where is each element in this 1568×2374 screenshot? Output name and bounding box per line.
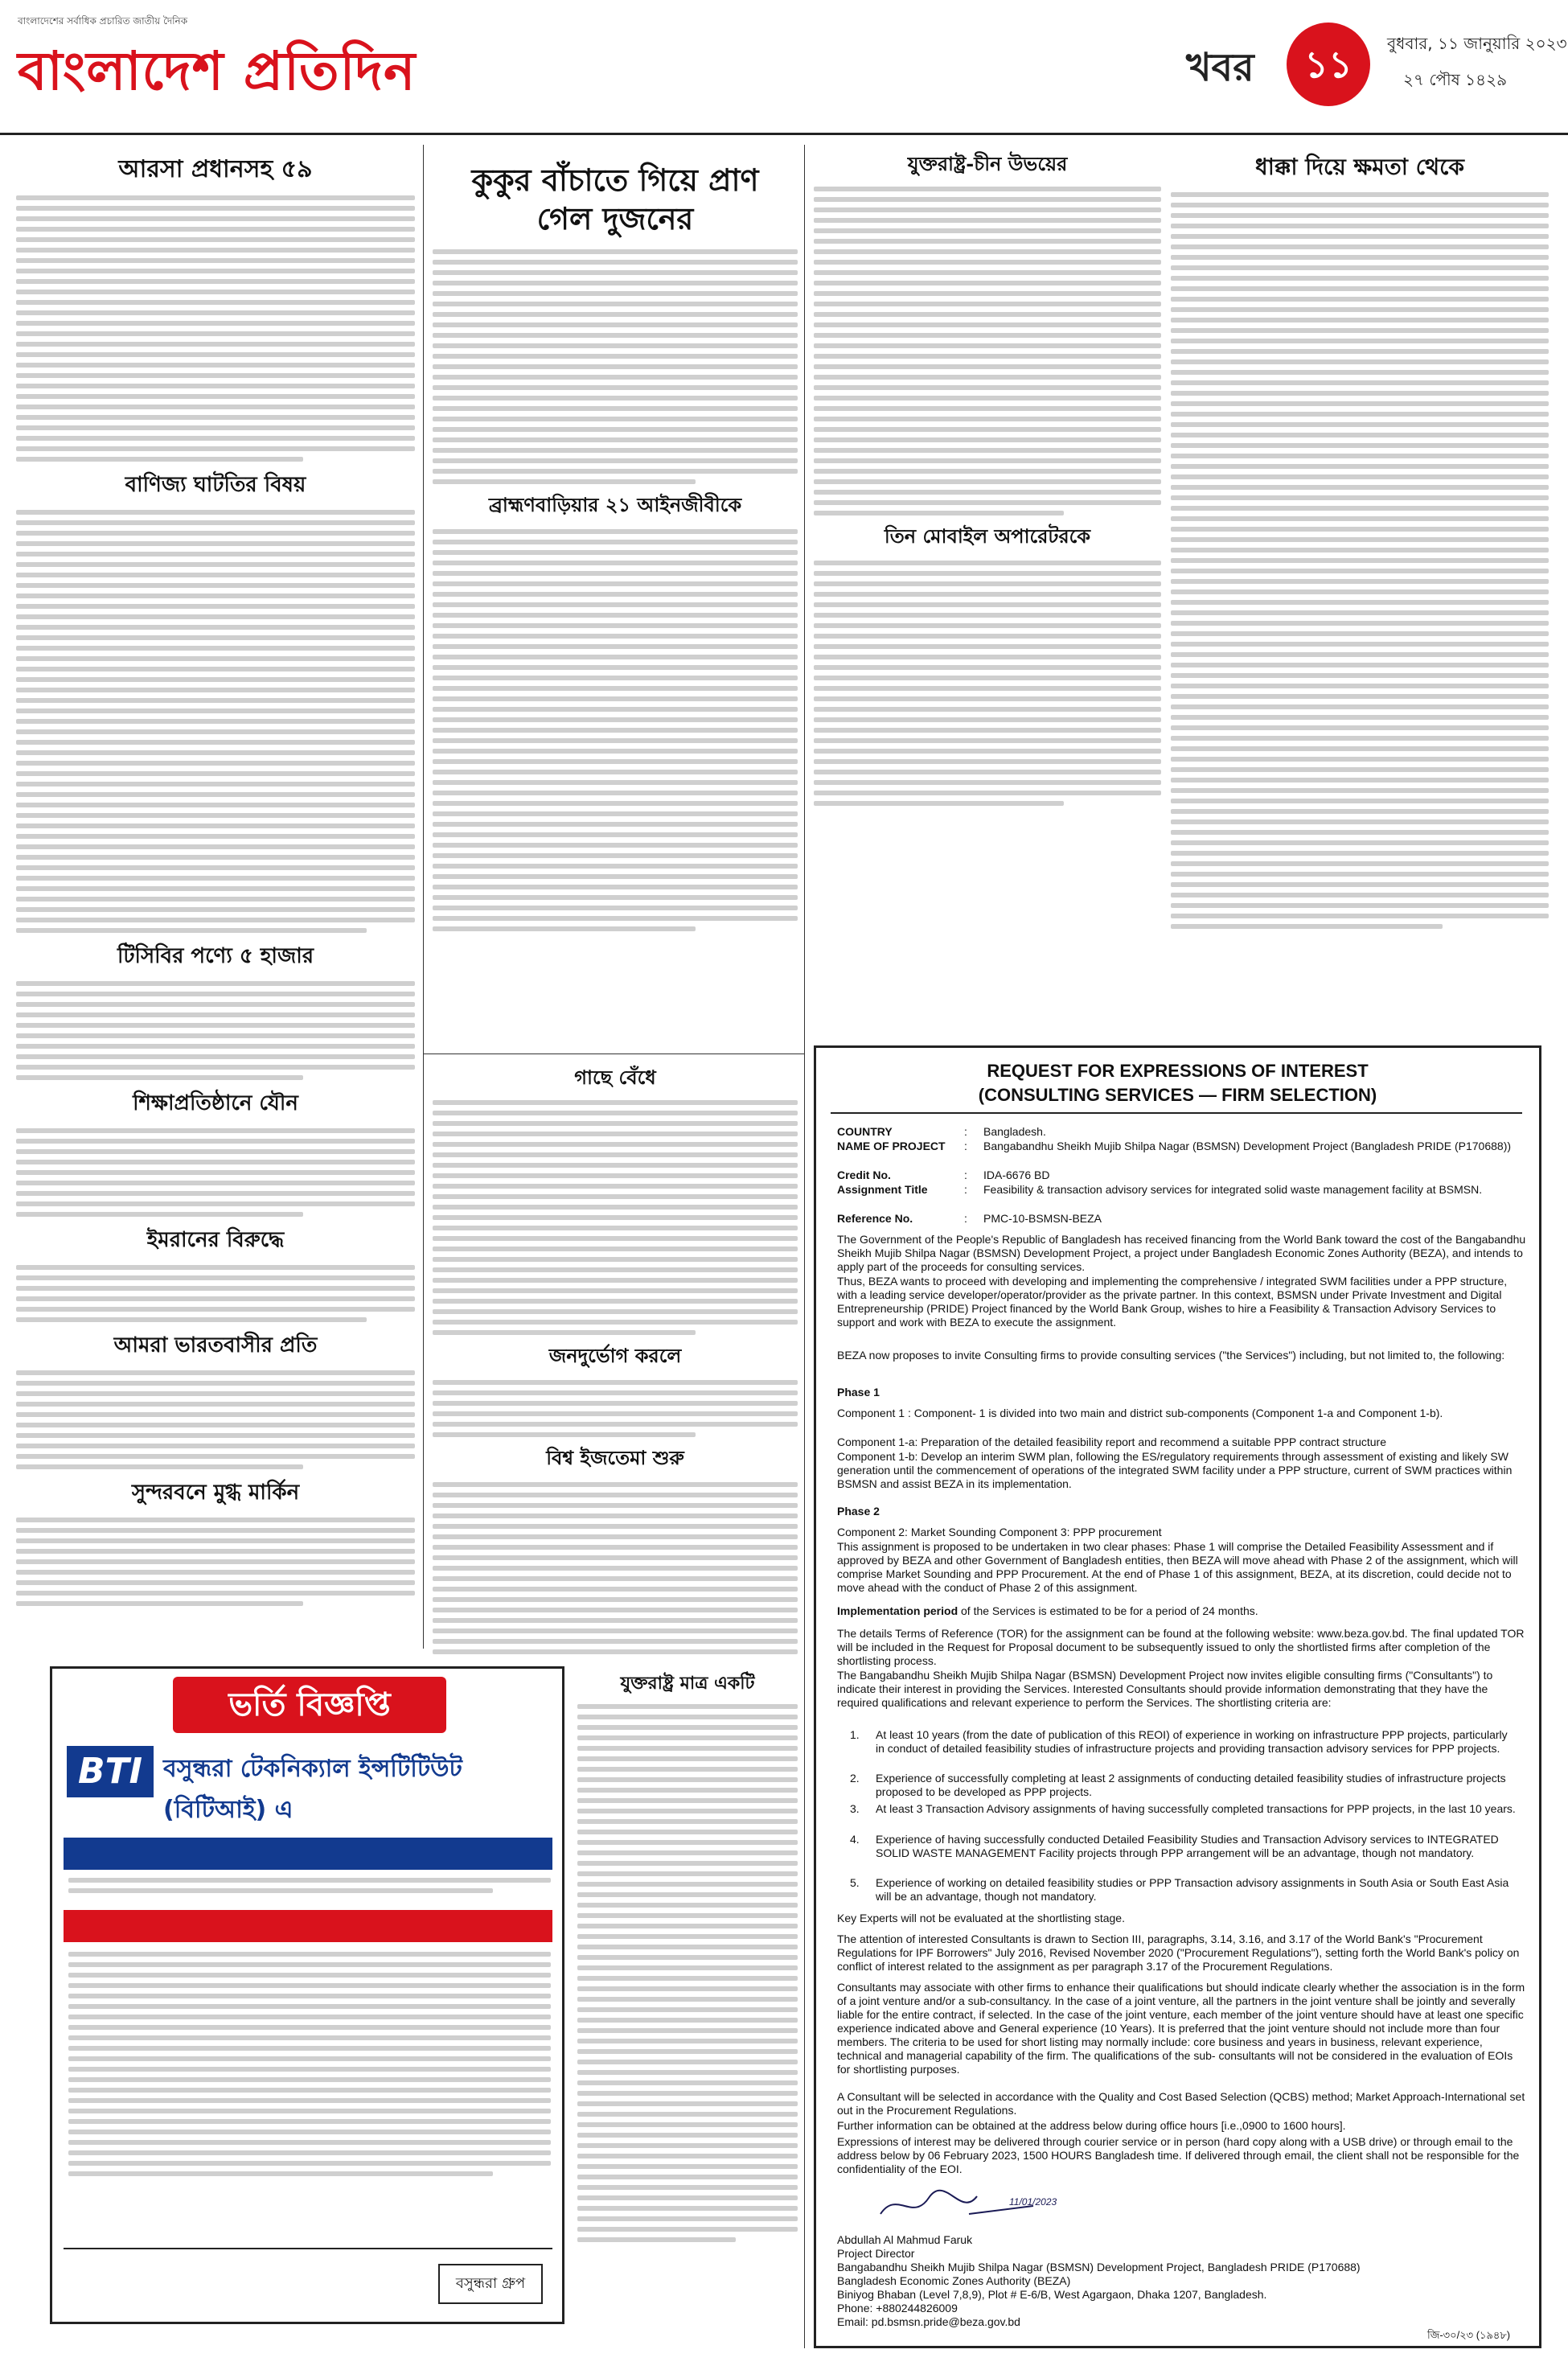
tender-paragraph: This assignment is proposed to be undertaken in two clear phases: Phase 1 will comprise the Detailed Feasibility Assessment and if approved by BEZA and other Government of Bangladesh entities, then BEZA will move ahead with Phase 2 of the assignment, which will comprise Market Sounding and PPP Procurement. At the end of Phase 1 of this assignment, BEZA, at its discretion, could decide not to move ahead with the conduct of Phase 2 of this assignment. (837, 1540, 1518, 1594)
right-column-b (1171, 146, 1549, 1039)
tender-paragraph: A Consultant will be selected in accordance with the Quality and Cost Based Selection (QCBS) method; Market Approach-International set out in the Procurement Regulations. (837, 2090, 1525, 2117)
headline-us-china[interactable]: যুক্তরাষ্ট্র-চীন উভয়ের (907, 152, 1068, 175)
middle-column-lower (433, 1060, 798, 1655)
headline-ijtema[interactable]: বিশ্ব ইজতেমা শুরু (546, 1446, 684, 1469)
field-label: NAME OF PROJECT (837, 1140, 946, 1152)
headline-mobile-operators[interactable]: তিন মোবাইল অপারেটরকে (884, 524, 1091, 548)
section-title: খবর (1186, 45, 1254, 90)
field-value: PMC-10-BSMSN-BEZA (983, 1212, 1102, 1225)
article-body (16, 1370, 415, 1469)
tender-paragraph: Thus, BEZA wants to proceed with developing and implementing the comprehensive / integrated SWM facilities under a PPP structure, with a leading service developer/operator/provider as the private partner. In this context, BSMSN under Private Investment and Digital Entrepreneurship (PRIDE) Project financed by the World Bank Group, wishes to hire a Feasibility & Transaction Advisory Services to support and work with BEZA to execute the assignment. (837, 1275, 1508, 1329)
article-body (16, 1518, 415, 1606)
headline-dog[interactable]: কুকুর বাঁচাতে গিয়ে প্রাণ গেল দুজনের (471, 162, 759, 236)
tender-paragraph: The Government of the People's Republic of Bangladesh has received financing from the World Bank toward the cost of the Bangabandhu Sheikh Mujib Shilpa Nagar (BSMSN) Development Project, a project under Bangladesh Economic Zones Authority (BEZA), and intends to apply part of the proceeds for consulting services. (837, 1233, 1526, 1273)
admission-advertisement[interactable] (50, 1666, 564, 2324)
headline-us-one[interactable]: যুক্তরাষ্ট্র মাত্র একটি (620, 1673, 755, 1694)
field-value: Bangladesh. (983, 1125, 1046, 1138)
right-column-a (814, 146, 1161, 1039)
headline-push-power[interactable]: ধাক্কা দিয়ে ক্ষমতা থেকে (1255, 154, 1464, 180)
ad-list (68, 1952, 551, 2182)
headline-suffering[interactable]: জনদুর্ভোগ করলে (548, 1344, 682, 1367)
signatory-line: Phone: +880244826009 (837, 2302, 958, 2314)
article-body (16, 1128, 415, 1217)
headline-education[interactable]: শিক্ষাপ্রতিষ্ঠানে যৌন (133, 1091, 298, 1115)
signatory-name: Abdullah Al Mahmud Faruk (837, 2233, 973, 2246)
divider (831, 1112, 1522, 1114)
tender-paragraph: The attention of interested Consultants is drawn to Section III, paragraphs, 3.14, 3.16, and 3.17 of the World Bank's "Procurement Regulations for IPF Borrowers" July 2016, Revised November 2020 ("Procurement Regulations"), setting forth the World Bank's policy on conflict of interest related to the assignment as per paragraph 3.17 of the Procurement Regulations. (837, 1932, 1520, 1973)
article-body (814, 561, 1161, 806)
tender-paragraph: Consultants may associate with other firms to enhance their qualifications but should indicate clearly whether the association is in the form of a joint venture and/or a sub-consultancy. In the case of a joint venture, all the partners in the joint venture shall be jointly and severally liable for the entire contract, if selected. In the case of the joint venture, each member of the joint venture should have at least one specific experience indicated above and General experience (10 Years). It is preferred that the joint venture should not include more than four members. The criteria to be used for short listing may normally include: core business and years in business, relevant experience, technical and managerial capability of the firm. The qualifications of the sub- consultants will not be considered in the evaluation of EOIs for shortlisting purposes. (837, 1981, 1525, 2076)
headline-india[interactable]: আমরা ভারতবাসীর প্রতি (113, 1333, 318, 1357)
brand-logo[interactable]: বাংলাদেশ প্রতিদিন (18, 39, 417, 102)
article-body (814, 187, 1161, 515)
ad-reference-code: জি-৩০/২৩ (১৯৪৮) (1427, 2329, 1511, 2341)
left-column (16, 146, 415, 1658)
signatory-line: Bangabandhu Sheikh Mujib Shilpa Nagar (BSMSN) Development Project, Bangladesh PRIDE (P170688) (837, 2261, 1361, 2273)
tender-notice: REQUEST FOR EXPRESSIONS OF INTEREST (CONSULTING SERVICES — FIRM SELECTION) COUNTRY : Bangladesh. NAME OF PROJECT : Bangabandhu Sheikh Mujib Shilpa Nagar (BSMSN) Development Project (Bangladesh PRIDE (P170688)) Credit No. : IDA-6676 BD Assignment Title : Feasibility & transaction advisory services for integrated solid waste management facility at BSMSN. Reference No. : PMC-10-BSMSN-BEZA The Government of the People's Republic of Bangladesh has received financing from the World Bank toward the cost of the Bangabandhu Sheikh Mujib Shilpa Nagar (BSMSN) Development Project, a project under Bangladesh Economic Zones Authority (BEZA), and intends to apply part of the proceeds for consulting services. Thus, BEZA wants to proceed with developing and implementing the comprehensive / integrated SWM facilities under a PPP structure, with a leading service developer/operator/provider as the private partner. In this context, BSMSN under Private Investment and Digital Entrepreneurship (PRIDE) Project financed by the World Bank Group, wishes to hire a Feasibility & Transaction Advisory Services to support and work with BEZA to execute the assignment. BEZA now proposes to invite Consulting firms to provide consulting services ("the Services") including, but not limited to, the following: Phase 1 Component 1 : Component- 1 is divided into two main and district sub-components (Component 1-a and Component 1-b). Component 1-a: Preparation of the detailed feasibility report and recommend a suitable PPP contract structure Component 1-b: Develop an interim SWM plan, following the ES/regulatory requirements through assessment of existing and likely SW generation until the commencement of operations of the integrated SWM facility under a PPP structure, current of SWM practices within BSMSN and assist BEZA in its implementation. Phase 2 Component 2: Market Sounding Component 3: PPP procurement This assignment is proposed to be undertaken in two clear phases: Phase 1 will comprise the Detailed Feasibility Assessment and if approved by BEZA and other Government of Bangladesh entities, then BEZA will move ahead with Phase 2 of the assignment, which will comprise Market Sounding and PPP Procurement. At the end of Phase 1 of this assignment, BEZA, at its discretion, could decide not to move ahead with the conduct of Phase 2 of this assignment. Implementation period of the Services is estimated to be for a period of 24 months. The details Terms of Reference (TOR) for the assignment can be found at the following website: www.beza.gov.bd. The final updated TOR will be included in the Request for Proposal document to be subsequently issued to only the shortlisted firms after completion of the shortlisting process. The Bangabandhu Sheikh Mujib Shilpa Nagar (BSMSN) Development Project now invites eligible consulting firms ("Consultants") to indicate their interest in providing the Services. Interested Consultants should provide information demonstrating that they have the required qualifications and relevant experience to perform the Services. The shortlisting criteria are: 1. At least 10 years (from the date of publication of this REOI) of experience in working on infrastructure PPP projects, particularly in conduct of detailed feasibility studies of infrastructure projects and providing transaction advisory services for PPP projects. 2. Experience of successfully completing at least 2 assignments of conducting detailed feasibility studies of infrastructure projects proposed to be developed as PPP projects. 3. At least 3 Transaction Advisory assignments of having successfully completed transactions for PPP projects, in the last 10 years. 4. Experience of having successfully conducted Detailed Feasibility Studies and Transaction Advisory services to INTEGRATED SOLID WASTE MANAGEMENT Facility projects through PPP arrangement will be an advantage, though not mandatory. 5. Experience of working on detailed feasibility studies or PPP Transaction advisory assignments in South Asia or South East Asia will be an advantage, though not mandatory. Key Experts will not be evaluated at the shortlisting stage. The attention of interested Consultants is drawn to Section III, paragraphs, 3.14, 3.16, and 3.17 of the World Bank's "Procurement Regulations for IPF Borrowers" July 2016, Revised November 2020 ("Procurement Regulations"), setting forth the World Bank's policy on conflict of interest related to the assignment as per paragraph 3.17 of the Procurement Regulations. Consultants may associate with other firms to enhance their qualifications but should indicate clearly whether the association is in the form of a joint venture and/or a sub-consultancy. In the case of a joint venture, all the partners in the joint venture shall be jointly and severally liable for the entire contract, if selected. In the case of the joint venture, each member of the joint venture should have at least one specific experience indicated above and General experience (10 Years). It is preferred that the joint venture should not include more than four members. The criteria to be used for short listing may normally include: core business and years in business, relevant experience, technical and managerial capability of the firm. The qualifications of the sub- consultants will not be considered in the evaluation of EOIs for shortlisting purposes. A Consultant will be selected in accordance with the Quality and Cost Based Selection (QCBS) method; Market Approach-International set out in the Procurement Regulations. Further information can be obtained at the address below during office hours [i.e.,0900 to 1600 hours]. Expressions of interest may be delivered through courier service or in person (hard copy along with a USB drive) or through email to the address below by 06 February 2023, 1500 HOURS Bangladesh time. If delivered through email, the client shall not be responsible for the confidentiality of the EOI. 11/01/2023 Abdullah Al Mahmud Faruk Project Director Bangabandhu Sheikh Mujib Shilpa Nagar (BSMSN) Development Project, Bangladesh PRIDE (P170688) Bangladesh Economic Zones Authority (BEZA) Biniyog Bhaban (Level 7,8,9), Plot # E-6/B, West Agargaon, Dhaka 1207, Bangladesh. Phone: +880244826009 Email: pd.bsmsn.pride@beza.gov.bd জি-৩০/২৩ (১৯৪৮) (814, 1045, 1541, 2348)
date-line: বুধবার, ১১ জানুয়ারি ২০২৩ (1387, 34, 1567, 53)
phase-heading: Phase 2 (837, 1505, 880, 1518)
headline-arsa[interactable]: আরসা প্রধানসহ ৫৯ (118, 155, 313, 183)
headline-tree[interactable]: গাছে বেঁধে (574, 1066, 656, 1089)
article-body (433, 529, 798, 931)
article-body (16, 1265, 415, 1322)
signatory-line: Bangladesh Economic Zones Authority (BEZA) (837, 2274, 1071, 2287)
headline-lawyers[interactable]: ব্রাহ্মণবাড়িয়ার ২১ আইনজীবীকে (488, 493, 742, 516)
field-label: Assignment Title (837, 1183, 928, 1196)
signature-date: 11/01/2023 (1009, 2196, 1057, 2208)
headline-tcb[interactable]: টিসিবির পণ্যে ৫ হাজার (117, 944, 314, 968)
signatory-line: Biniyog Bhaban (Level 7,8,9), Plot # E-6/B, West Agargaon, Dhaka 1207, Bangladesh. (837, 2288, 1267, 2301)
article-body (433, 1380, 798, 1437)
masthead (0, 0, 1568, 135)
middle-column (433, 146, 798, 1051)
headline-imran[interactable]: ইমরানের বিরুদ্ধে (146, 1228, 285, 1252)
article-body (16, 510, 415, 933)
bashundhara-group-logo: বসুন্ধরা গ্রুপ (438, 2264, 543, 2304)
field-label: Reference No. (837, 1212, 913, 1225)
field-value: Feasibility & transaction advisory services for integrated solid waste management facility at BSMSN. (983, 1183, 1483, 1196)
tender-paragraph: BEZA now proposes to invite Consulting firms to provide consulting services ("the Services") including, but not limited to, the following: (837, 1349, 1505, 1362)
tender-paragraph: Component 1 : Component- 1 is divided into two main and district sub-components (Component 1-a and Component 1-b). (837, 1407, 1443, 1419)
date-bengali: ২৭ পৌষ ১৪২৯ (1403, 70, 1508, 89)
headline-sundarbans[interactable]: সুন্দরবনে মুগ্ধ মার্কিন (131, 1481, 300, 1505)
tender-paragraph: The details Terms of Reference (TOR) for the assignment can be found at the following website: www.beza.gov.bd. The final updated TOR will be included in the Request for Proposal document to be subsequently issued to only the shortlisted firms after completion of the shortlisting process. (837, 1627, 1525, 1667)
tender-paragraph: Component 1-b: Develop an interim SWM plan, following the ES/regulatory requirements through assessment of existing and likely SW generation until the commencement of operations of the integrated SWM facility under a PPP structure, current of SWM practices within BSMSN and assist BEZA in its implementation. (837, 1450, 1513, 1490)
field-label: COUNTRY (837, 1125, 893, 1138)
tender-paragraph: Expressions of interest may be delivered through courier service or in person (hard copy along with a USB drive) or through email to the address below by 06 February 2023, 1500 HOURS Bangladesh time. If delivered through email, the client shall not be responsible for the confidentiality of the EOI. (837, 2135, 1520, 2175)
page-number-badge: ১১ (1287, 23, 1370, 106)
article-body (433, 1100, 798, 1335)
field-value: IDA-6676 BD (983, 1169, 1050, 1181)
headline-trade-deficit[interactable]: বাণিজ্য ঘাটতির বিষয় (125, 473, 306, 497)
ad-offer-bar (64, 1910, 552, 1942)
bti-logo: BTI (67, 1746, 154, 1797)
ad-body (68, 1878, 551, 1899)
article-body (16, 195, 415, 462)
tender-paragraph: Component 2: Market Sounding Component 3: PPP procurement (837, 1526, 1162, 1538)
email-link[interactable]: Email: pd.bsmsn.pride@beza.gov.bd (837, 2315, 1020, 2328)
narrow-column (577, 1666, 798, 2334)
article-body (577, 1704, 798, 2242)
ad-course-strip (64, 1838, 552, 1870)
article-body (16, 981, 415, 1080)
tender-paragraph: Further information can be obtained at the address below during office hours [i.e.,0900 to 1600 hours]. (837, 2119, 1346, 2132)
tender-title: REQUEST FOR EXPRESSIONS OF INTEREST (987, 1061, 1369, 1081)
article-body (1171, 192, 1549, 929)
tender-paragraph: Component 1-a: Preparation of the detailed feasibility report and recommend a suitable PPP contract structure (837, 1435, 1387, 1448)
field-value: Bangabandhu Sheikh Mujib Shilpa Nagar (BSMSN) Development Project (Bangladesh PRIDE (P170688)) (983, 1140, 1512, 1152)
signatory-line: Project Director (837, 2247, 915, 2260)
field-label: Credit No. (837, 1169, 891, 1181)
article-body (433, 249, 798, 484)
tender-paragraph: The Bangabandhu Sheikh Mujib Shilpa Nagar (BSMSN) Development Project now invites eligible consulting firms ("Consultants") to indicate their interest in providing the Services. Interested Consultants should provide information demonstrating that they have the required qualifications and relevant experience to perform the Services. The shortlisting criteria are: (837, 1669, 1493, 1709)
phase-heading: Phase 1 (837, 1386, 880, 1399)
tender-paragraph: Key Experts will not be evaluated at the shortlisting stage. (837, 1912, 1125, 1924)
article-body (433, 1482, 798, 1655)
tender-subtitle: (CONSULTING SERVICES — FIRM SELECTION) (978, 1085, 1377, 1105)
brand-tagline: বাংলাদেশের সর্বাধিক প্রচারিত জাতীয় দৈনিক (18, 15, 188, 27)
implementation-period: Implementation period of the Services is estimated to be for a period of 24 months. (837, 1604, 1258, 1617)
ad-banner: ভর্তি বিজ্ঞপ্তি (173, 1677, 446, 1733)
ad-institute-name: বসুন্ধরা টেকনিক্যাল ইন্সটিটিউট (বিটিআই) এ (163, 1755, 462, 1824)
